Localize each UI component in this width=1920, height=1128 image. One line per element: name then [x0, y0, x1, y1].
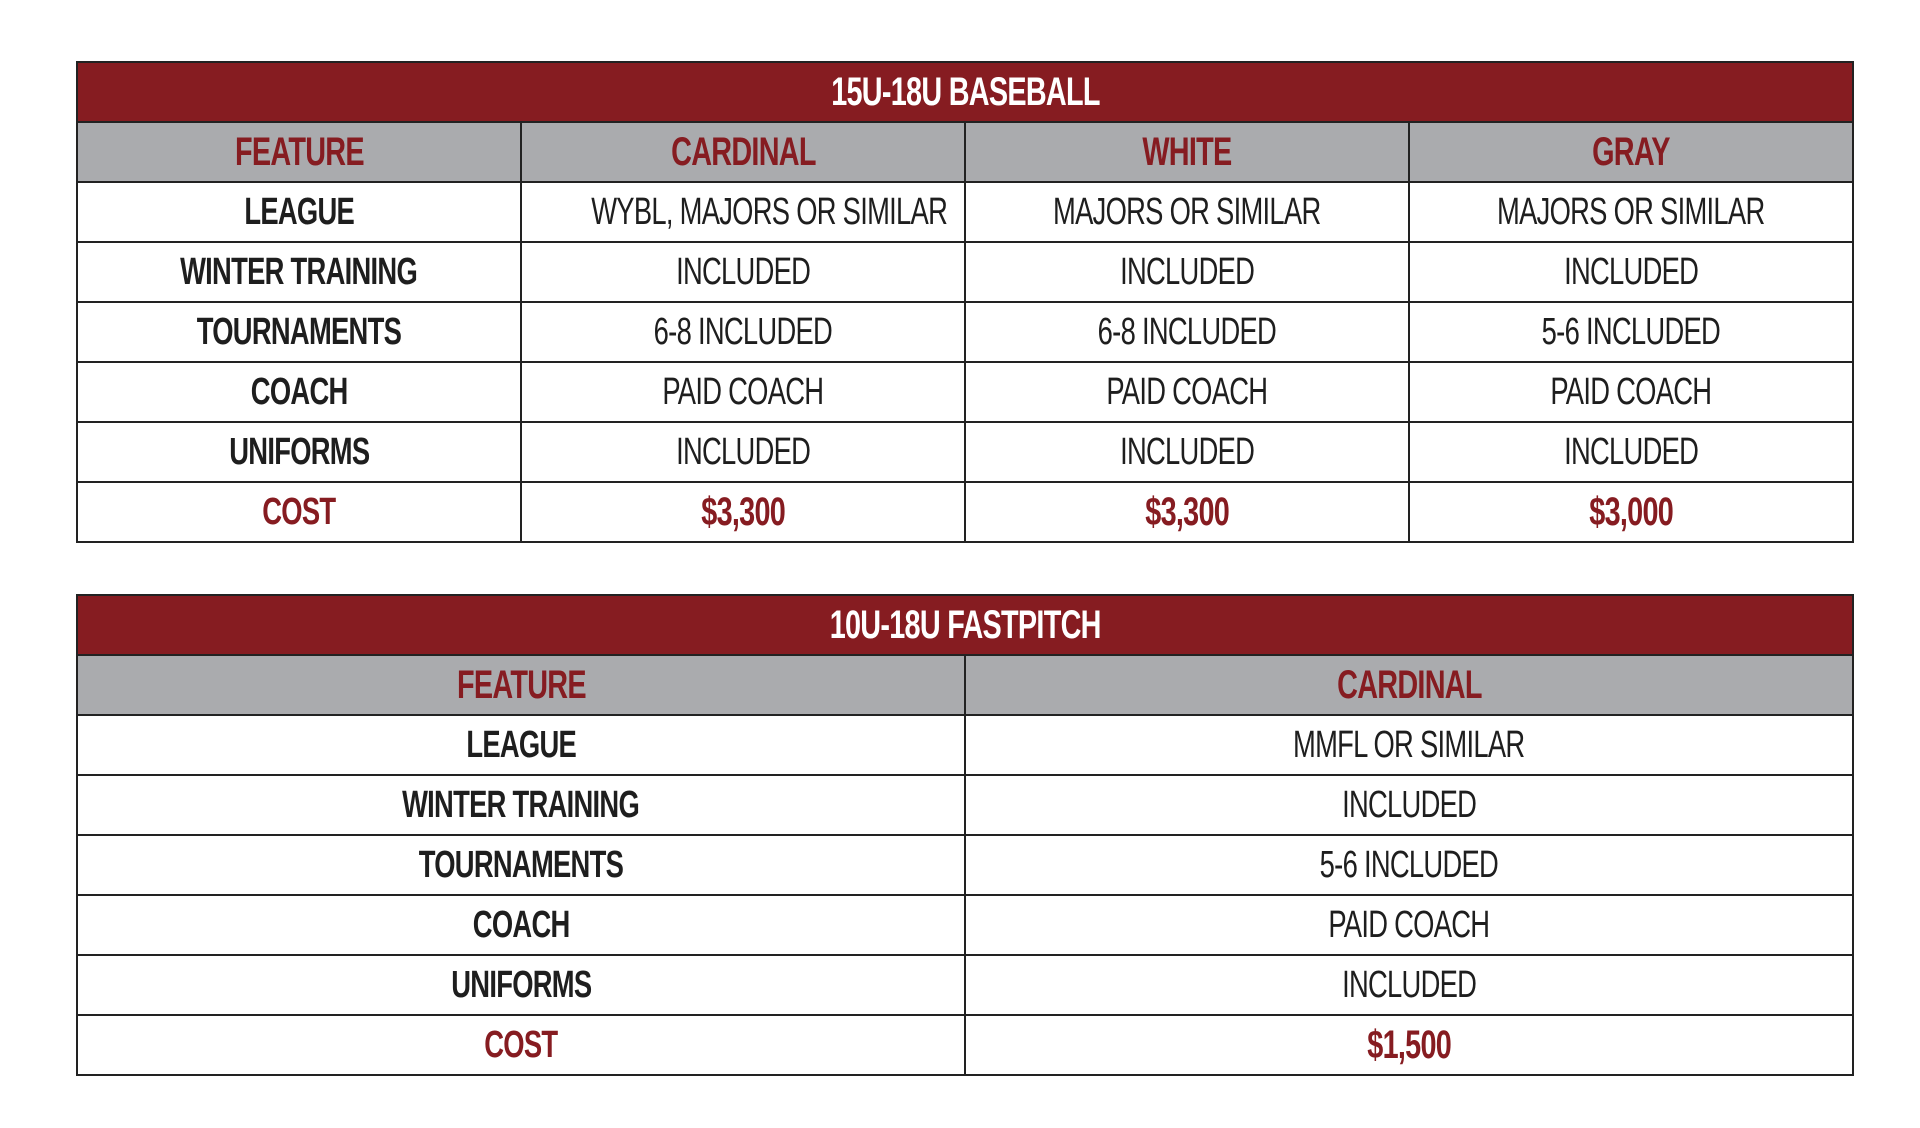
table-row — [77, 302, 1853, 362]
feature-label: COACH — [77, 362, 521, 422]
table-cell: INCLUDED — [965, 242, 1409, 302]
table-cell: PAID COACH — [965, 362, 1409, 422]
table-cell: WYBL, MAJORS OR SIMILAR — [521, 182, 965, 242]
table-cell: PAID COACH — [1409, 362, 1853, 422]
table-cell: INCLUDED — [1409, 242, 1853, 302]
feature-label: UNIFORMS — [77, 422, 521, 482]
column-header-feature: FEATURE — [77, 122, 521, 182]
feature-label: LEAGUE — [77, 715, 965, 775]
cost-value: $3,300 — [521, 482, 965, 542]
table-cell: 6-8 INCLUDED — [521, 302, 965, 362]
feature-label: TOURNAMENTS — [77, 835, 965, 895]
column-header-cardinal: CARDINAL — [965, 655, 1853, 715]
column-header-cardinal: CARDINAL — [521, 122, 965, 182]
table-row — [77, 775, 1853, 835]
feature-label: TOURNAMENTS — [77, 302, 521, 362]
feature-label: LEAGUE — [77, 182, 521, 242]
table-row — [77, 422, 1853, 482]
table-row — [77, 362, 1853, 422]
cost-label: COST — [77, 482, 521, 542]
fastpitch-pricing-table — [76, 594, 1854, 1076]
table-title: 15U-18U BASEBALL — [77, 62, 1853, 122]
feature-label: WINTER TRAINING — [77, 242, 521, 302]
table-cell: 5-6 INCLUDED — [1409, 302, 1853, 362]
table-cell: 6-8 INCLUDED — [965, 302, 1409, 362]
column-header-gray: GRAY — [1409, 122, 1853, 182]
table-cell: 5-6 INCLUDED — [965, 835, 1853, 895]
table-header-row — [77, 655, 1853, 715]
table-title: 10U-18U FASTPITCH — [77, 595, 1853, 655]
cost-value: $1,500 — [965, 1015, 1853, 1075]
table-cell: INCLUDED — [521, 422, 965, 482]
table-cell: MAJORS OR SIMILAR — [1409, 182, 1853, 242]
feature-label: WINTER TRAINING — [77, 775, 965, 835]
cost-label: COST — [77, 1015, 965, 1075]
table-row — [77, 182, 1853, 242]
table-cell: PAID COACH — [965, 895, 1853, 955]
baseball-pricing-table — [76, 61, 1854, 543]
table-cell: INCLUDED — [965, 775, 1853, 835]
table-cell: PAID COACH — [521, 362, 965, 422]
table-title-row — [77, 595, 1853, 655]
table-header-row — [77, 122, 1853, 182]
table-cell: INCLUDED — [965, 422, 1409, 482]
table-row — [77, 715, 1853, 775]
cost-row — [77, 482, 1853, 542]
table-row — [77, 242, 1853, 302]
column-header-white: WHITE — [965, 122, 1409, 182]
table-cell: INCLUDED — [1409, 422, 1853, 482]
table-title-row — [77, 62, 1853, 122]
table-cell: INCLUDED — [521, 242, 965, 302]
cost-value: $3,300 — [965, 482, 1409, 542]
cost-value: $3,000 — [1409, 482, 1853, 542]
feature-label: COACH — [77, 895, 965, 955]
table-cell: INCLUDED — [965, 955, 1853, 1015]
table-cell: MAJORS OR SIMILAR — [965, 182, 1409, 242]
table-row — [77, 955, 1853, 1015]
table-row — [77, 895, 1853, 955]
table-cell: MMFL OR SIMILAR — [965, 715, 1853, 775]
table-row — [77, 835, 1853, 895]
column-header-feature: FEATURE — [77, 655, 965, 715]
feature-label: UNIFORMS — [77, 955, 965, 1015]
cost-row — [77, 1015, 1853, 1075]
